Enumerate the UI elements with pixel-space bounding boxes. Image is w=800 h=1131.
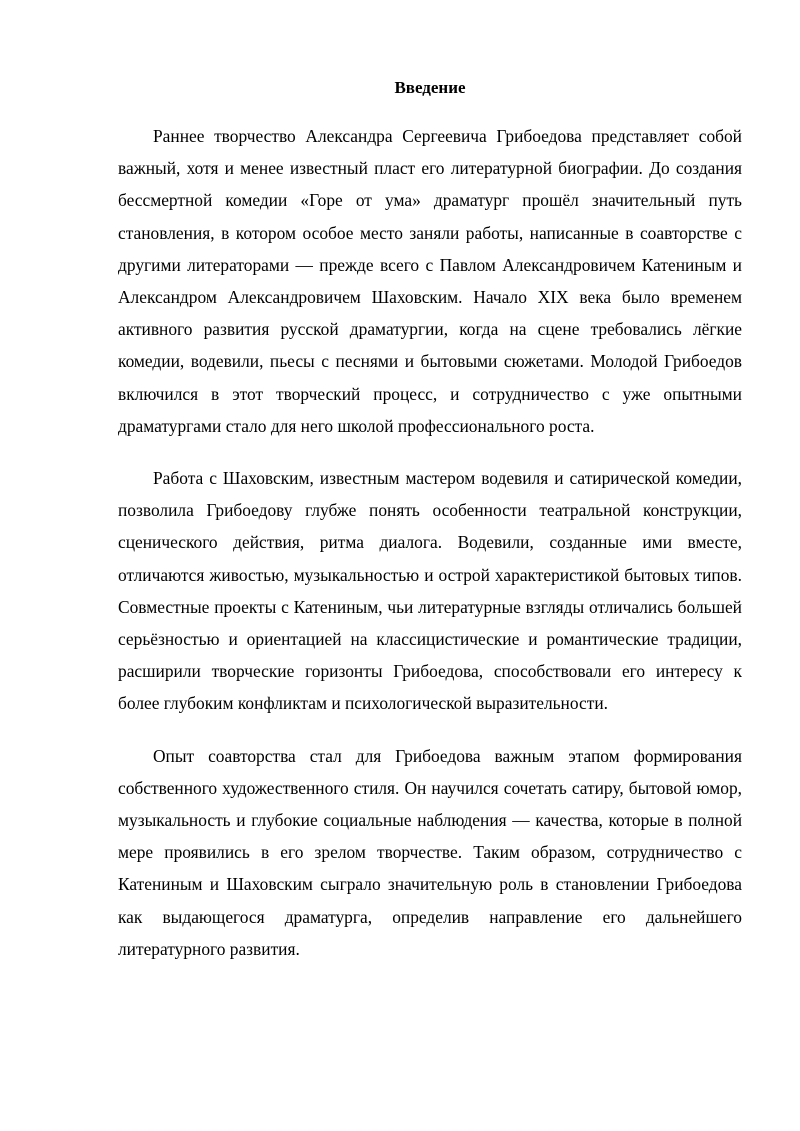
section-heading: Введение bbox=[394, 78, 466, 97]
paragraph-2: Работа с Шаховским, известным мастером водевиля и сатирической комедии, позволила Грибоедову глубже понять особенности театральной конструкции, сценического действия, ритма диалога. Водевили, созданные ими вместе, отличаются живостью, музыкальностью и острой характеристикой бытовых типов. Совместные проекты с Катениным, чьи литературные взгляды отличались большей серьёзностью и ориентацией на классицистические и романтические традиции, расширили творческие горизонты Грибоедова, способствовали его интересу к более глубоким конфликтам и психологической выразительности. bbox=[118, 468, 742, 714]
document-page bbox=[118, 78, 742, 985]
paragraph-3: Опыт соавторства стал для Грибоедова важным этапом формирования собственного художественного стиля. Он научился сочетать сатиру, бытовой юмор, музыкальность и глубокие социальные наблюдения — качества, которые в полной мере проявились в его зрелом творчестве. Таким образом, сотрудничество с Катениным и Шаховским сыграло значительную роль в становлении Грибоедова как выдающегося драматурга, определив направление его дальнейшего литературного развития. bbox=[118, 745, 742, 959]
paragraph-1: Раннее творчество Александра Сергеевича Грибоедова представляет собой важный, хотя и менее известный пласт его литературной биографии. До создания бессмертной комедии «Горе от ума» драматург прошёл значительный путь становления, в котором особое место заняли работы, написанные в соавторстве с другими литераторами — прежде всего с Павлом Александровичем Катениным и Александром Александровичем Шаховским. Начало XIX века было временем активного развития русской драматургии, когда на сцене требовались лёгкие комедии, водевили, пьесы с песнями и бытовыми сюжетами. Молодой Грибоедов включился в этот творческий процесс, и сотрудничество с уже опытными драматургами стало для него школой профессионального роста. bbox=[118, 126, 742, 436]
